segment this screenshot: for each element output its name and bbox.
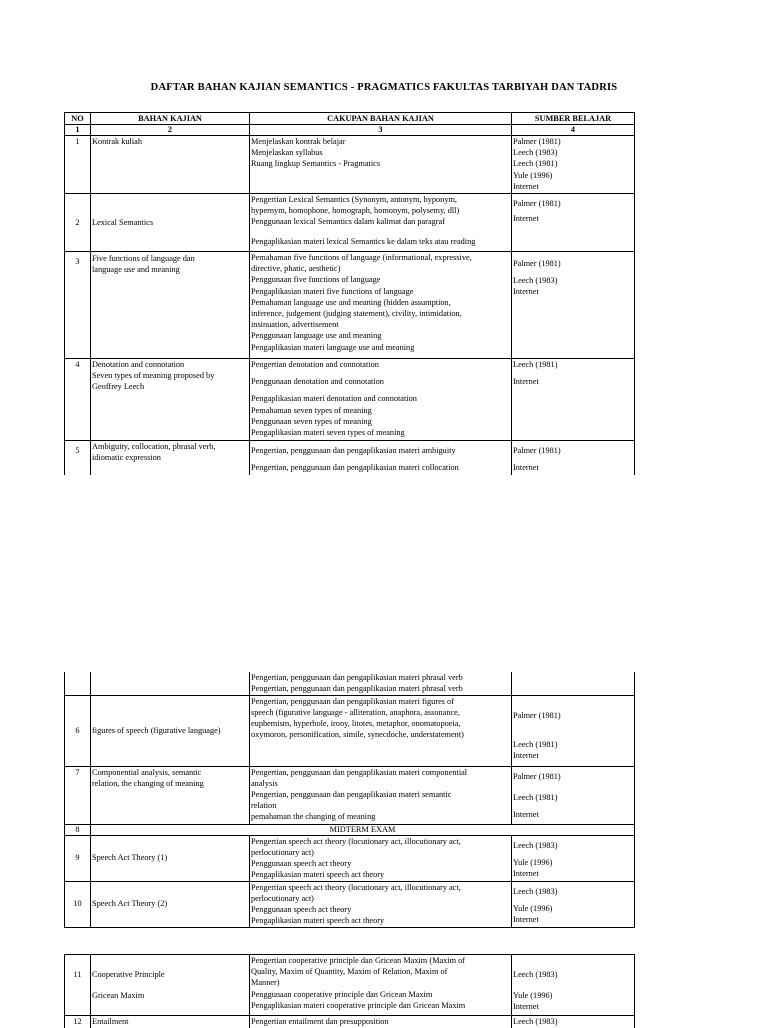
bahan-text: Geoffrey Leech xyxy=(92,382,145,392)
cakupan-text: Pengaplikasian materi speech act theory xyxy=(251,916,385,926)
column-index: 3 xyxy=(250,125,512,136)
column-index: 4 xyxy=(512,125,635,136)
sumber-text: Yule (1996) xyxy=(513,903,553,913)
bahan-text: Denotation and connotation xyxy=(92,360,185,369)
row-number: 7 xyxy=(65,766,91,824)
cakupan-text: Pengertian, penggunaan dan pengaplikasian materi componential xyxy=(251,767,468,777)
bahan-text: Five functions of language dan xyxy=(92,254,195,263)
cakupan-text: Menjelaskan syllabus xyxy=(251,148,323,158)
sumber-text: Leech (1981) xyxy=(513,159,558,169)
cakupan-cell xyxy=(250,441,512,475)
sumber-cell xyxy=(512,672,635,695)
cakupan-text: Pengaplikasian materi speech act theory xyxy=(251,870,385,880)
bahan-text: Lexical Semantics xyxy=(92,217,154,227)
bahan-text: Ambiguity, collocation, phrasal verb, xyxy=(92,442,216,451)
sumber-cell xyxy=(512,695,635,766)
sumber-cell xyxy=(512,881,635,927)
bahan-text: Entailment xyxy=(92,1017,129,1026)
cakupan-text: Pengaplikasian materi lexical Semantics ke dalam teks atau reading xyxy=(251,236,476,246)
sumber-cell xyxy=(512,252,635,359)
bahan-cell xyxy=(91,835,250,881)
table-row xyxy=(65,766,635,824)
cakupan-text: Penggunaan five functions of language xyxy=(251,275,381,285)
cakupan-text: Pengaplikasian materi denotation and connotation xyxy=(251,394,417,404)
sumber-cell xyxy=(512,441,635,475)
row-number xyxy=(65,441,91,475)
cakupan-text: hypernym, homophone, homograph, homonym, polysemy, dll) xyxy=(251,206,460,216)
cakupan-cell xyxy=(250,766,512,824)
cakupan-text: Penggunaan cooperative principle dan Gricean Maxim xyxy=(251,989,433,999)
table-row xyxy=(65,359,635,441)
bahan-text: figures of speech (figurative language) xyxy=(92,725,221,735)
cakupan-text: perlocutionary act) xyxy=(251,847,314,857)
cakupan-text: Quality, Maxim of Quantity, Maxim of Relation, Maxim of xyxy=(251,967,448,977)
sumber-text: Leech (1983) xyxy=(513,148,558,158)
sumber-text: Internet xyxy=(513,1002,539,1012)
row-number xyxy=(65,955,91,1016)
cakupan-cell xyxy=(250,835,512,881)
table-row xyxy=(65,835,635,881)
cakupan-text: Pengaplikasian materi five functions of language xyxy=(251,286,414,296)
bahan-text: Kontrak kuliah xyxy=(92,137,143,146)
cakupan-text: Penggunaan denotation and connotation xyxy=(251,377,384,387)
sumber-text: Leech (1983) xyxy=(513,840,558,850)
sumber-cell xyxy=(512,955,635,1016)
sumber-text: Palmer (1981) xyxy=(513,446,561,455)
cakupan-text: Pengertian, penggunaan dan pengaplikasian materi phrasal verb xyxy=(251,684,463,694)
row-number: 10 xyxy=(65,881,91,927)
sumber-text: Palmer (1981) xyxy=(513,137,561,146)
cakupan-cell xyxy=(250,194,512,252)
header-bahan-kajian: BAHAN KAJIAN xyxy=(91,113,250,125)
cakupan-text: Pengertian denotation and connotation xyxy=(251,360,379,369)
table-row xyxy=(65,136,635,194)
cakupan-text: Penggunaan speech act theory xyxy=(251,858,352,868)
bahan-cell xyxy=(91,194,250,252)
cakupan-text: Penggunaan language use and meaning xyxy=(251,331,382,341)
bahan-text: Gricean Maxim xyxy=(92,991,145,1001)
cakupan-text: Pengertian cooperative principle dan Gricean Maxim (Maxim of xyxy=(251,956,466,965)
sumber-text: Internet xyxy=(513,750,539,760)
cakupan-text: Penggunaan lexical Semantics dalam kalimat dan paragraf xyxy=(251,217,445,227)
bahan-cell xyxy=(91,359,250,441)
sumber-cell xyxy=(512,359,635,441)
cakupan-cell xyxy=(250,252,512,359)
course-table-part-1 xyxy=(64,112,635,475)
row-number: 1 xyxy=(65,136,91,194)
cakupan-text: directive, phatic, aesthetic) xyxy=(251,264,341,274)
column-index: 1 xyxy=(65,125,91,136)
cakupan-text: perlocutionary act) xyxy=(251,893,314,903)
cakupan-text: Pemahaman five functions of language (informational, expressive, xyxy=(251,253,472,262)
bahan-cell xyxy=(91,955,250,1016)
cakupan-text: Pengertian speech act theory (locutionary act, illocutionary act, xyxy=(251,836,461,846)
table-row xyxy=(65,194,635,252)
sumber-cell xyxy=(512,766,635,824)
cakupan-text: oxymoron, personification, simile, synecdoche, understatement) xyxy=(251,730,464,740)
cakupan-cell xyxy=(250,672,512,695)
cakupan-text: Pengertian, penggunaan dan pengaplikasian materi figures of xyxy=(251,696,454,706)
sumber-text: Internet xyxy=(513,868,539,878)
cakupan-text: Pemahaman language use and meaning (hidden assumption, xyxy=(251,297,451,307)
cakupan-cell xyxy=(250,136,512,194)
bahan-cell xyxy=(91,672,250,695)
sumber-cell xyxy=(512,194,635,252)
sumber-cell xyxy=(512,1016,635,1028)
sumber-text: Internet xyxy=(513,287,539,297)
sumber-text: Leech (1983) xyxy=(513,970,558,979)
sumber-text: Leech (1983) xyxy=(513,1017,558,1026)
cakupan-cell xyxy=(250,881,512,927)
cakupan-text: Pengertian, penggunaan dan pengaplikasian materi ambiguity xyxy=(251,446,456,455)
row-number: 4 xyxy=(65,359,91,441)
row-number: 9 xyxy=(65,835,91,881)
sumber-text: Yule (1996) xyxy=(513,991,553,1001)
sumber-text: Leech (1981) xyxy=(513,360,558,369)
bahan-cell xyxy=(91,136,250,194)
sumber-text: Leech (1981) xyxy=(513,792,558,802)
table-row xyxy=(65,672,635,695)
row-number: 8 xyxy=(65,824,91,835)
table-row xyxy=(65,881,635,927)
bahan-cell xyxy=(91,1016,250,1028)
bahan-text: Seven types of meaning proposed by xyxy=(92,371,215,381)
sumber-text: Internet xyxy=(513,214,539,224)
table-row xyxy=(65,252,635,359)
row-number: 12 xyxy=(65,1016,91,1028)
sumber-cell xyxy=(512,835,635,881)
cakupan-cell xyxy=(250,359,512,441)
cakupan-text: Penggunaan seven types of meaning xyxy=(251,416,372,426)
row-number-text: 3 xyxy=(75,257,80,266)
cakupan-text: Pengaplikasian materi cooperative principle dan Gricean Maxim xyxy=(251,1000,466,1010)
table-row xyxy=(65,695,635,766)
cakupan-text: Ruang lingkup Semantics - Pragmatics xyxy=(251,159,381,169)
bahan-text: relation, the changing of meaning xyxy=(92,778,204,788)
cakupan-text: Pengertian, penggunaan dan pengaplikasian materi semantic xyxy=(251,789,452,799)
table-row xyxy=(65,824,635,835)
cakupan-text: Pengertian entailment dan presupposition xyxy=(251,1017,389,1026)
cakupan-text: euphemism, hyperbole, irony, litotes, metaphor, onomatopoeia, xyxy=(251,718,461,728)
cakupan-text: Penggunaan speech act theory xyxy=(251,904,352,914)
table-header-row xyxy=(65,113,635,125)
cakupan-cell xyxy=(250,955,512,1016)
header-cakupan: CAKUPAN BAHAN KAJIAN xyxy=(250,113,512,125)
course-table-part-3 xyxy=(64,954,635,1028)
course-table-part-2 xyxy=(64,672,635,928)
bahan-cell xyxy=(91,252,250,359)
bahan-cell xyxy=(91,695,250,766)
header-sumber: SUMBER BELAJAR xyxy=(512,113,635,125)
cakupan-text: Manner) xyxy=(251,978,280,988)
sumber-text: Yule (1996) xyxy=(513,170,553,180)
bahan-cell xyxy=(91,441,250,475)
sumber-text: Palmer (1981) xyxy=(513,199,561,208)
sumber-text: Palmer (1981) xyxy=(513,259,561,268)
sumber-text: Internet xyxy=(513,181,539,191)
cakupan-cell xyxy=(250,695,512,766)
bahan-cell xyxy=(91,881,250,927)
cakupan-text: Pemahaman seven types of meaning xyxy=(251,405,372,415)
column-index: 2 xyxy=(91,125,250,136)
midterm-cell: MIDTERM EXAM xyxy=(91,824,635,835)
bahan-text: Componential analysis, semantic xyxy=(92,767,202,777)
row-number: 6 xyxy=(65,695,91,766)
cakupan-text: relation xyxy=(251,801,277,811)
header-no: NO xyxy=(65,113,91,125)
bahan-text: idiomatic expression xyxy=(92,453,161,463)
bahan-text: Speech Act Theory (2) xyxy=(92,899,168,909)
cakupan-text: pemahaman the changing of meaning xyxy=(251,812,376,822)
cakupan-text: Pengertian, penggunaan dan pengaplikasian materi collocation xyxy=(251,463,459,473)
sumber-text: Yule (1996) xyxy=(513,857,553,867)
cakupan-text: inference, judgement (judging statement), civility, intimidation, xyxy=(251,309,462,319)
sumber-text: Leech (1983) xyxy=(513,886,558,896)
row-number: 2 xyxy=(65,194,91,252)
bahan-text: Cooperative Principle xyxy=(92,970,165,979)
cakupan-text: Pengaplikasian materi language use and meaning xyxy=(251,342,415,352)
cakupan-text: Pengertian speech act theory (locutionary act, illocutionary act, xyxy=(251,882,461,892)
table-row xyxy=(65,441,635,475)
table-row xyxy=(65,1016,635,1028)
bahan-text: language use and meaning xyxy=(92,265,180,275)
sumber-text: Internet xyxy=(513,809,539,819)
row-number-text: 5 xyxy=(75,446,80,455)
bahan-cell xyxy=(91,766,250,824)
bahan-text: Speech Act Theory (1) xyxy=(92,853,168,863)
sumber-text: Leech (1981) xyxy=(513,739,558,749)
sumber-text: Palmer (1981) xyxy=(513,771,561,781)
row-number xyxy=(65,252,91,359)
sumber-text: Leech (1983) xyxy=(513,276,558,286)
sumber-text: Internet xyxy=(513,914,539,924)
cakupan-text: Pengertian Lexical Semantics (Synonym, antonym, hyponym, xyxy=(251,195,458,204)
sumber-text: Palmer (1981) xyxy=(513,710,561,720)
row-number xyxy=(65,672,91,695)
table-row xyxy=(65,955,635,1016)
cakupan-text: insinuation, advertisement xyxy=(251,320,339,330)
column-index-row xyxy=(65,125,635,136)
cakupan-text: Pengertian, penggunaan dan pengaplikasian materi phrasal verb xyxy=(251,673,463,682)
cakupan-text: speech (figurative language - alliteration, anaphora, assonance, xyxy=(251,707,460,717)
cakupan-text: Pengaplikasian materi seven types of meaning xyxy=(251,428,405,438)
page-title: DAFTAR BAHAN KAJIAN SEMANTICS - PRAGMATICS FAKULTAS TARBIYAH DAN TADRIS xyxy=(150,82,618,93)
cakupan-cell xyxy=(250,1016,512,1028)
sumber-text: Internet xyxy=(513,463,539,473)
sumber-text: Internet xyxy=(513,377,539,387)
row-number-text: 11 xyxy=(73,970,82,979)
cakupan-text: analysis xyxy=(251,778,278,788)
cakupan-text: Menjelaskan kontrak belajar xyxy=(251,137,346,146)
sumber-cell xyxy=(512,136,635,194)
